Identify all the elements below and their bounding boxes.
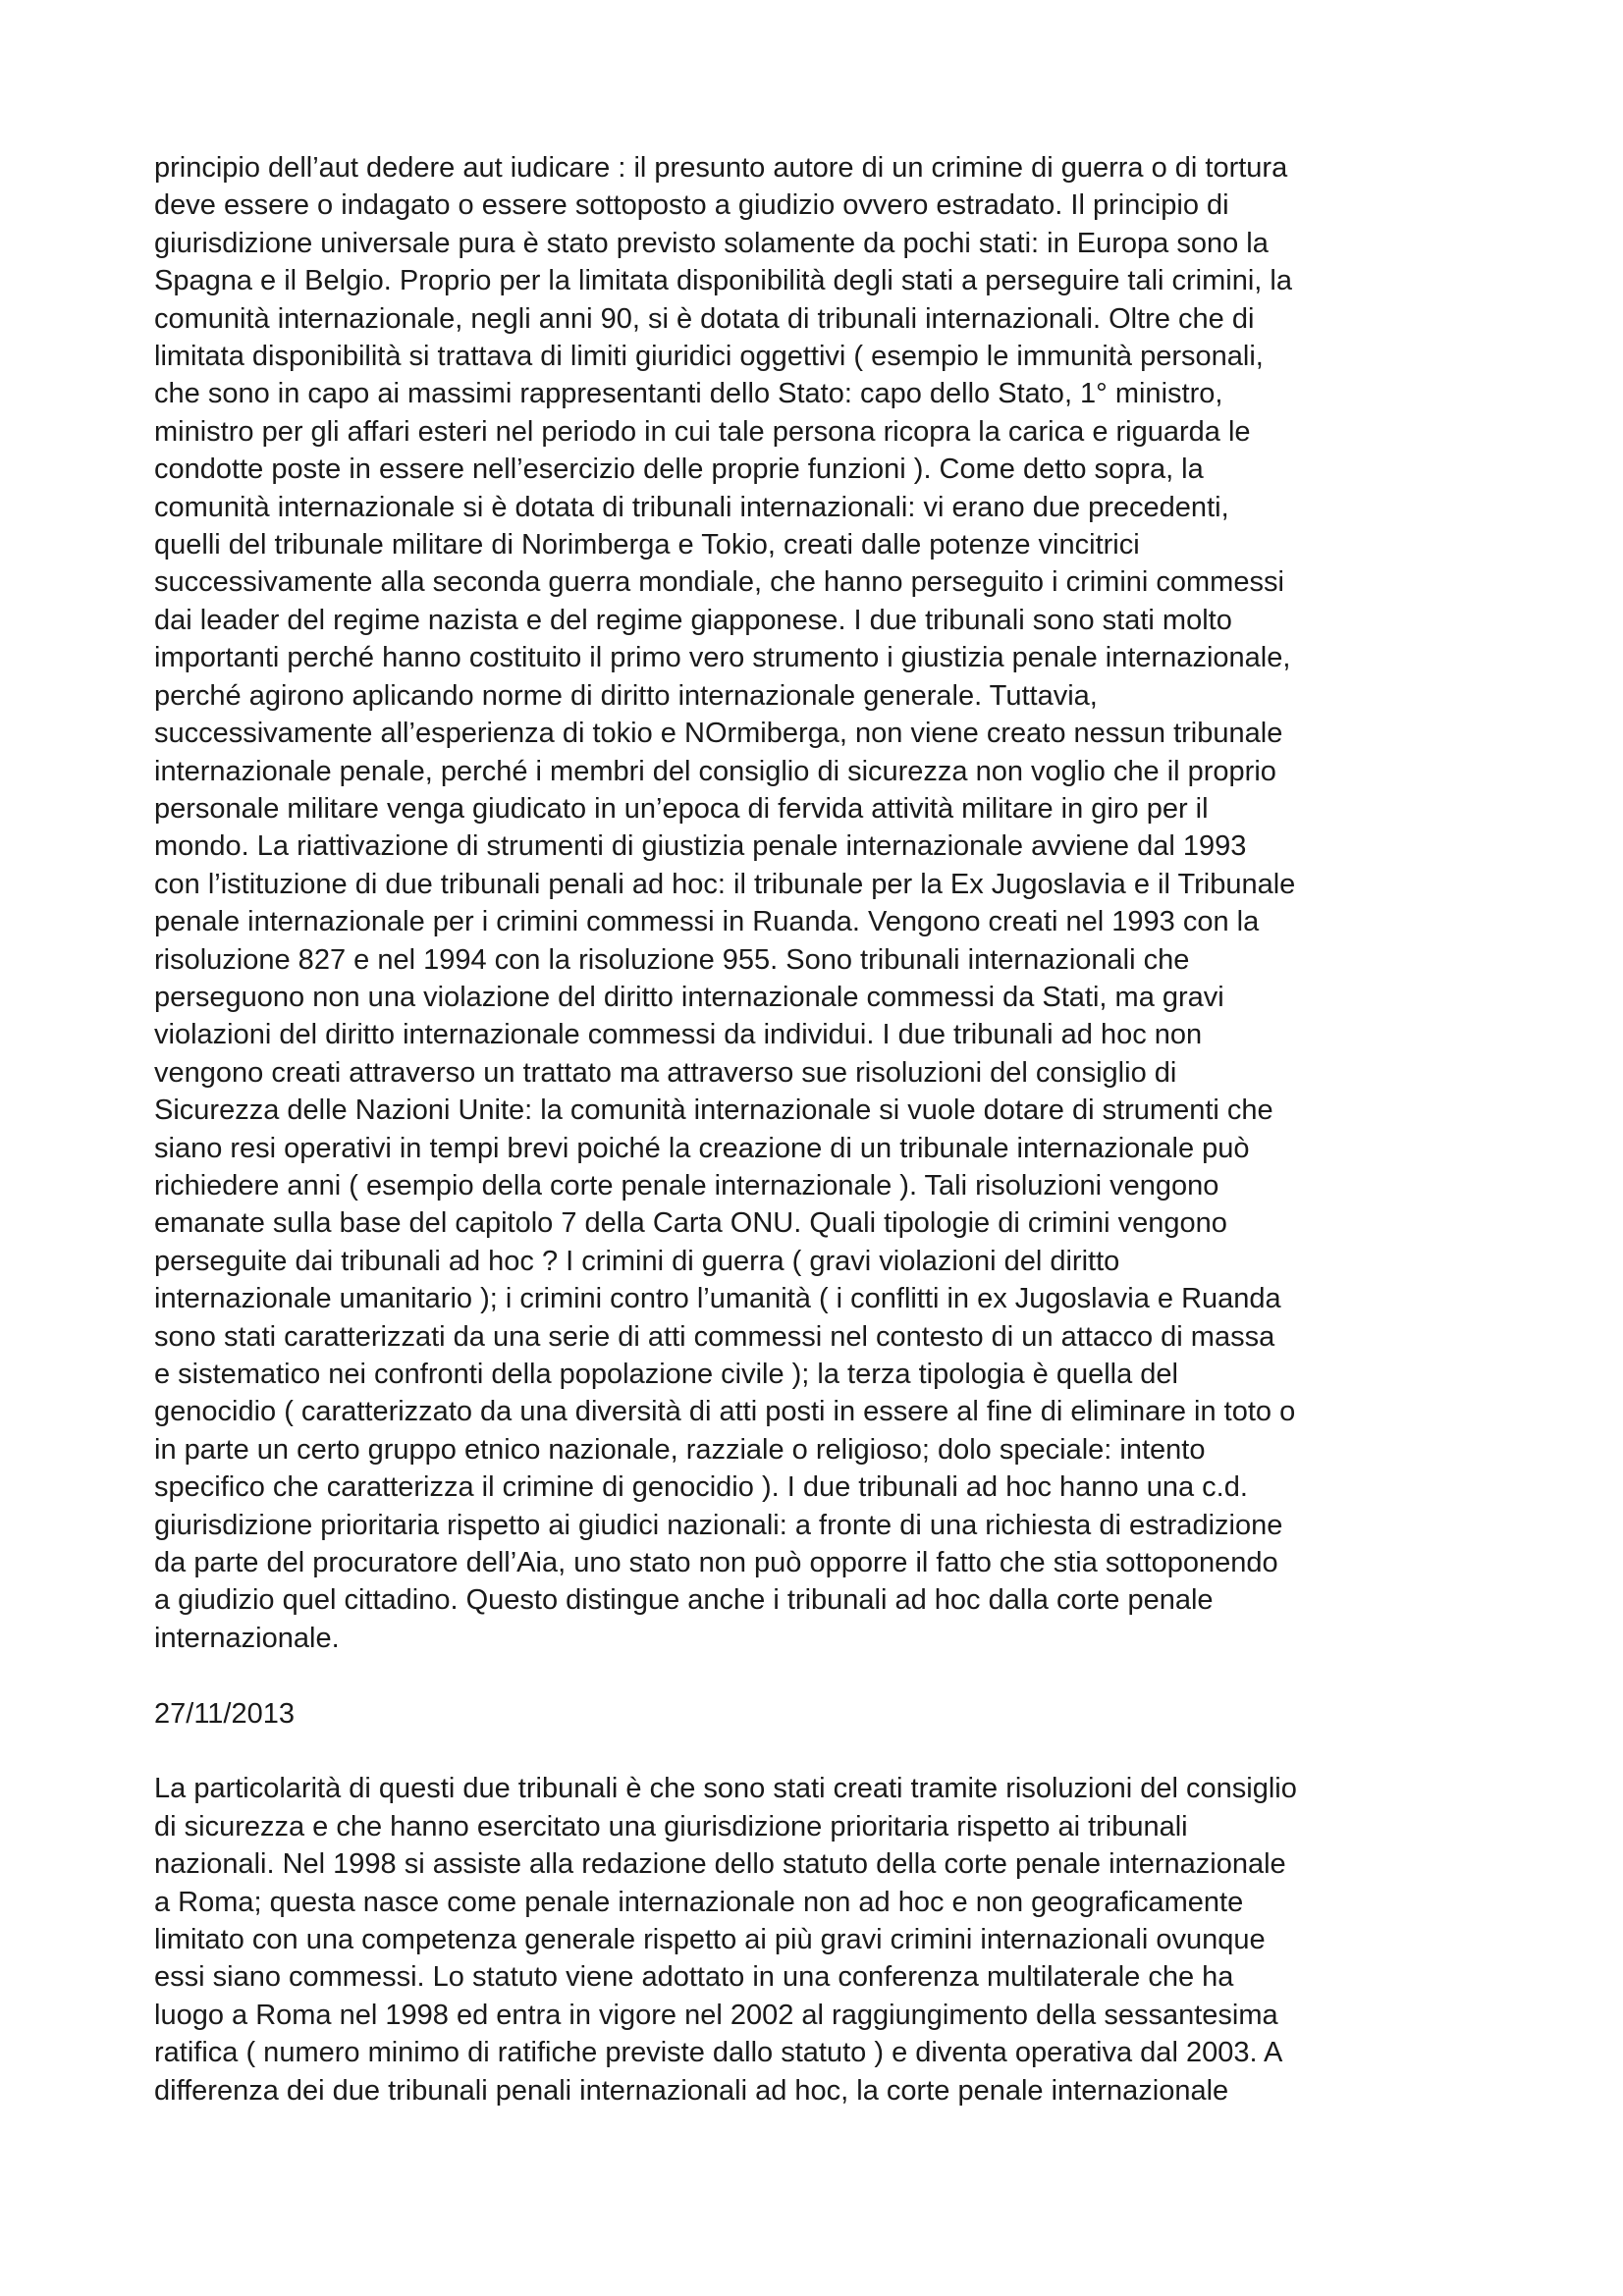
paragraph-spacer	[154, 1733, 1509, 1770]
date-heading: 27/11/2013	[154, 1697, 295, 1730]
paragraph-spacer	[154, 1657, 1509, 1694]
body-paragraph-1: principio dell’aut dedere aut iudicare : il presunto autore di un crimine di guerra o di tortura deve essere o indagato o essere sottoposto a giudizio ovvero estradato. Il principio di giurisdizione universale pura è stato previsto solamente da pochi stati: in Europa sono la Spagna e il Belgio. Proprio per la limitata disponibilità degli stati a perseguire tali crimini, la comunità internazionale, negli anni 90, si è dotata di tribunali internazionali. Oltre che di limitata disponibilità si trattava di limiti giuridici oggettivi ( esempio le immunità personali, che sono in capo ai massimi rappresentanti dello Stato: capo dello Stato, 1° ministro, ministro per gli affari esteri nel periodo in cui tale persona ricopra la carica e riguarda le condotte poste in essere nell’esercizio delle proprie funzioni ). Come detto sopra, la comunità internazionale si è dotata di tribunali internazionali: vi erano due precedenti, quelli del tribunale militare di Norimberga e Tokio, creati dalle potenze vincitrici successivamente alla seconda guerra mondiale, che hanno perseguito i crimini commessi dai leader del regime nazista e del regime giapponese. I due tribunali sono stati molto importanti perché hanno costituito il primo vero strumento i giustizia penale internazionale, perché agirono aplicando norme di diritto internazionale generale. Tuttavia, successivamente all’esperienza di tokio e NOrmiberga, non viene creato nessun tribunale internazionale penale, perché i membri del consiglio di sicurezza non voglio che il proprio personale militare venga giudicato in un’epoca di fervida attività militare in giro per il mondo. La riattivazione di strumenti di giustizia penale internazionale avviene dal 1993 con l’istituzione di due tribunali penali ad hoc: il tribunale per la Ex Jugoslavia e il Tribunale penale internazionale per i crimini commessi in Ruanda. Vengono creati nel 1993 con la risoluzione 827 e nel 1994 con la risoluzione 955. Sono tribunali internazionali che perseguono non una violazione del diritto internazionale commessi da Stati, ma gravi violazioni del diritto internazionale commessi da individui. I due tribunali ad hoc non vengono creati attraverso un trattato ma attraverso sue risoluzioni del consiglio di Sicurezza delle Nazioni Unite: la comunità internazionale si vuole dotare di strumenti che siano resi operativi in tempi brevi poiché la creazione di un tribunale internazionale può richiedere anni ( esempio della corte penale internazionale ). Tali risoluzioni vengono emanate sulla base del capitolo 7 della Carta ONU. Quali tipologie di crimini vengono perseguite dai tribunali ad hoc ? I crimini di guerra ( gravi violazioni del diritto internazionale umanitario ); i crimini contro l’umanità ( i conflitti in ex Jugoslavia e Ruanda sono stati caratterizzati da una serie di atti commessi nel contesto di un attacco di massa e sistematico nei confronti della popolazione civile ); la terza tipologia è quella del genocidio ( caratterizzato da una diversità di atti posti in essere al fine di eliminare in toto o in parte un certo gruppo etnico nazionale, razziale o religioso; dolo speciale: intento specifico che caratterizza il crimine di genocidio ). I due tribunali ad hoc hanno una c.d. giurisdizione prioritaria rispetto ai giudici nazionali: a fronte di una richiesta di estradizione da parte del procuratore dell’Aia, uno stato non può opporre il fatto che stia sottoponendo a giudizio quel cittadino. Questo distingue anche i tribunali ad hoc dalla corte penale internazionale.	[154, 152, 1296, 1654]
body-paragraph-2: La particolarità di questi due tribunali è che sono stati creati tramite risoluzioni del consiglio di sicurezza e che hanno esercitato una giurisdizione prioritaria rispetto ai tribunali nazionali. Nel 1998 si assiste alla redazione dello statuto della corte penale internazionale a Roma; questa nasce come penale internazionale non ad hoc e non geograficamente limitato con una competenza generale rispetto ai più gravi crimini internazionali ovunque essi siano commessi. Lo statuto viene adottato in una conferenza multilaterale che ha luogo a Roma nel 1998 ed entra in vigore nel 2002 al raggiungimento della sessantesima ratifica ( numero minimo di ratifiche previste dallo statuto ) e diventa operativa dal 2003. A differenza dei due tribunali penali internazionali ad hoc, la corte penale internazionale	[154, 1773, 1297, 2107]
document-page	[154, 149, 1509, 2109]
